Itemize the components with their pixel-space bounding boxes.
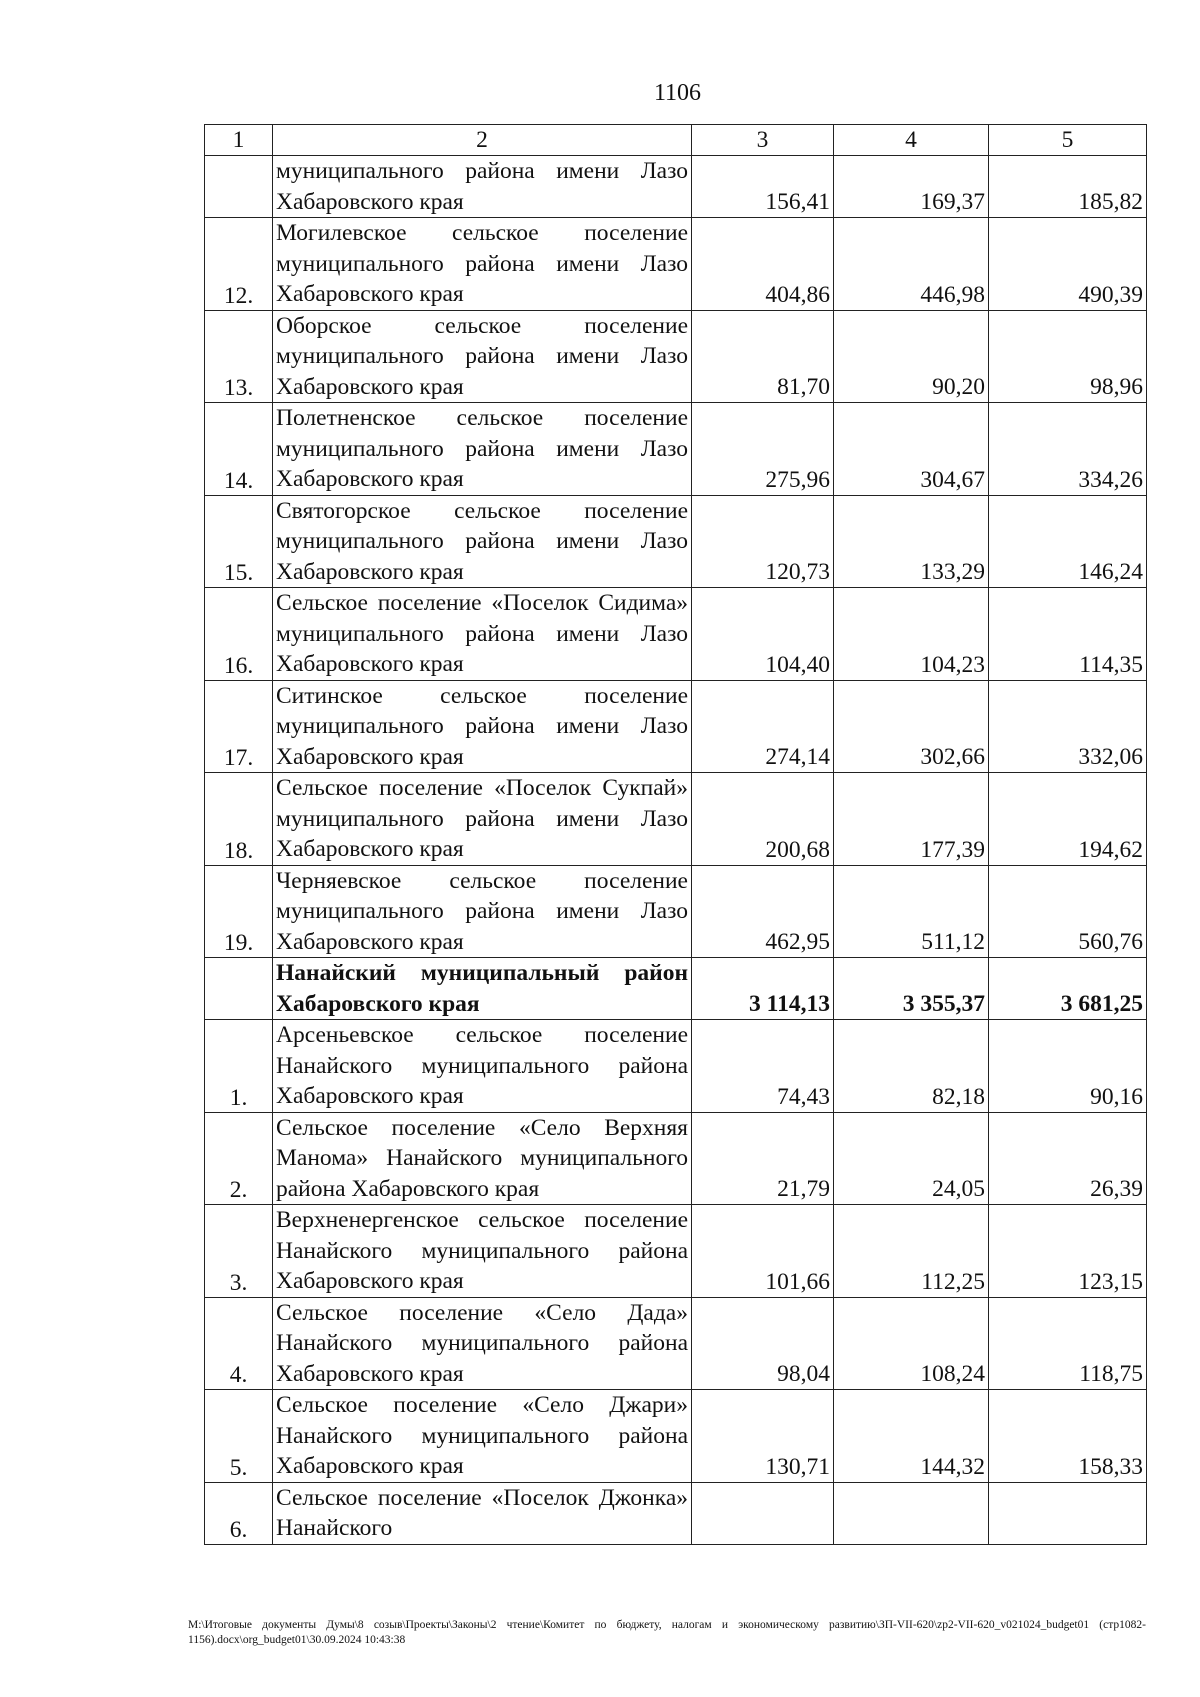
document-path-footer: M:\Итоговые документы Думы\8 созыв\Проекты\Законы\2 чтение\Комитет по бюджету, налогам и экономическому развитию\ЗП-VII-620\zp2-VII-620_v021024_budget01 (стр1082-1156).docx\org_budget01\30.09.2024 10:43:38: [188, 1619, 1146, 1646]
value-cell-col4: 112,25: [834, 1205, 989, 1298]
value-cell-col5: 123,15: [989, 1205, 1147, 1298]
page-number: 1106: [653, 80, 702, 106]
table-row: [205, 218, 1147, 311]
table-row: [205, 773, 1147, 866]
settlement-name-cell: Верхненергенское сельское поселение Нанайского муниципального района Хабаровского края: [273, 1205, 692, 1298]
table-row: [205, 865, 1147, 958]
table-row: [205, 156, 1147, 218]
table-row: [205, 588, 1147, 681]
row-number-cell: [205, 958, 273, 1020]
column-header: 4: [834, 125, 989, 156]
row-number-cell: 12.: [205, 218, 273, 311]
table-row: [205, 1297, 1147, 1390]
row-number-cell: 19.: [205, 865, 273, 958]
row-number-cell: 6.: [205, 1482, 273, 1544]
value-cell-col3: 130,71: [692, 1390, 834, 1483]
settlement-name-cell: Сельское поселение «Поселок Сидима» муниципального района имени Лазо Хабаровского края: [273, 588, 692, 681]
table-row: [205, 680, 1147, 773]
value-cell-col4: 104,23: [834, 588, 989, 681]
value-cell-col3: 21,79: [692, 1112, 834, 1205]
row-number-cell: 16.: [205, 588, 273, 681]
column-header: 5: [989, 125, 1147, 156]
row-number-cell: 13.: [205, 310, 273, 403]
settlement-name-cell: Сельское поселение «Село Джари» Нанайского муниципального района Хабаровского края: [273, 1390, 692, 1483]
value-cell-col5: 560,76: [989, 865, 1147, 958]
row-number-cell: 5.: [205, 1390, 273, 1483]
row-number-cell: 2.: [205, 1112, 273, 1205]
value-cell-col3: 74,43: [692, 1020, 834, 1113]
settlement-name-cell: Арсеньевское сельское поселение Нанайского муниципального района Хабаровского края: [273, 1020, 692, 1113]
row-number-cell: 18.: [205, 773, 273, 866]
value-cell-col4: 144,32: [834, 1390, 989, 1483]
value-cell-col3: 274,14: [692, 680, 834, 773]
table-row: [205, 310, 1147, 403]
table-row: [205, 1020, 1147, 1113]
table-row: [205, 495, 1147, 588]
value-cell-col4: 90,20: [834, 310, 989, 403]
row-number-cell: [205, 156, 273, 218]
settlement-name-cell: Оборское сельское поселение муниципального района имени Лазо Хабаровского края: [273, 310, 692, 403]
table-row: [205, 1390, 1147, 1483]
settlement-name-cell: Святогорское сельское поселение муниципального района имени Лазо Хабаровского края: [273, 495, 692, 588]
table-row: [205, 403, 1147, 496]
value-cell-col4: 446,98: [834, 218, 989, 311]
value-cell-col5: 146,24: [989, 495, 1147, 588]
value-cell-col3: 3 114,13: [692, 958, 834, 1020]
row-number-cell: 17.: [205, 680, 273, 773]
row-number-cell: 4.: [205, 1297, 273, 1390]
row-number-cell: 15.: [205, 495, 273, 588]
column-header: 1: [205, 125, 273, 156]
value-cell-col3: 404,86: [692, 218, 834, 311]
settlement-name-cell: Нанайский муниципальный район Хабаровского края: [273, 958, 692, 1020]
settlement-name-cell: Сельское поселение «Поселок Сукпай» муниципального района имени Лазо Хабаровского края: [273, 773, 692, 866]
table-row: [205, 1482, 1147, 1544]
value-cell-col4: 133,29: [834, 495, 989, 588]
value-cell-col5: 158,33: [989, 1390, 1147, 1483]
row-number-cell: 14.: [205, 403, 273, 496]
value-cell-col3: 120,73: [692, 495, 834, 588]
value-cell-col4: 511,12: [834, 865, 989, 958]
table-header-row: [205, 125, 1147, 156]
row-number-cell: 1.: [205, 1020, 273, 1113]
value-cell-col4: 24,05: [834, 1112, 989, 1205]
value-cell-col4: 177,39: [834, 773, 989, 866]
column-header: 3: [692, 125, 834, 156]
settlement-name-cell: Сельское поселение «Село Верхняя Манома» Нанайского муниципального района Хабаровского края: [273, 1112, 692, 1205]
value-cell-col5: 185,82: [989, 156, 1147, 218]
table-row: [205, 1205, 1147, 1298]
value-cell-col3: 200,68: [692, 773, 834, 866]
value-cell-col4: 304,67: [834, 403, 989, 496]
table-row: [205, 1112, 1147, 1205]
row-number-cell: 3.: [205, 1205, 273, 1298]
value-cell-col5: 332,06: [989, 680, 1147, 773]
value-cell-col3: 462,95: [692, 865, 834, 958]
value-cell-col3: 98,04: [692, 1297, 834, 1390]
value-cell-col4: 169,37: [834, 156, 989, 218]
value-cell-col4: 108,24: [834, 1297, 989, 1390]
value-cell-col4: 3 355,37: [834, 958, 989, 1020]
value-cell-col3: 156,41: [692, 156, 834, 218]
settlement-name-cell: Могилевское сельское поселение муниципального района имени Лазо Хабаровского края: [273, 218, 692, 311]
value-cell-col5: 194,62: [989, 773, 1147, 866]
settlement-name-cell: Сельское поселение «Село Дада» Нанайского муниципального района Хабаровского края: [273, 1297, 692, 1390]
value-cell-col5: 490,39: [989, 218, 1147, 311]
settlement-name-cell: Полетненское сельское поселение муниципального района имени Лазо Хабаровского края: [273, 403, 692, 496]
value-cell-col5: 90,16: [989, 1020, 1147, 1113]
settlement-name-cell: Черняевское сельское поселение муниципального района имени Лазо Хабаровского края: [273, 865, 692, 958]
value-cell-col3: 104,40: [692, 588, 834, 681]
value-cell-col4: [834, 1482, 989, 1544]
value-cell-col5: [989, 1482, 1147, 1544]
value-cell-col5: 26,39: [989, 1112, 1147, 1205]
value-cell-col4: 82,18: [834, 1020, 989, 1113]
settlement-name-cell: муниципального района имени Лазо Хабаровского края: [273, 156, 692, 218]
value-cell-col5: 118,75: [989, 1297, 1147, 1390]
value-cell-col5: 98,96: [989, 310, 1147, 403]
value-cell-col3: 275,96: [692, 403, 834, 496]
value-cell-col5: 3 681,25: [989, 958, 1147, 1020]
settlement-name-cell: Ситинское сельское поселение муниципального района имени Лазо Хабаровского края: [273, 680, 692, 773]
table-row: [205, 958, 1147, 1020]
value-cell-col3: [692, 1482, 834, 1544]
value-cell-col3: 81,70: [692, 310, 834, 403]
value-cell-col5: 334,26: [989, 403, 1147, 496]
value-cell-col3: 101,66: [692, 1205, 834, 1298]
budget-table: [204, 124, 1147, 1545]
value-cell-col4: 302,66: [834, 680, 989, 773]
value-cell-col5: 114,35: [989, 588, 1147, 681]
settlement-name-cell: Сельское поселение «Поселок Джонка» Нанайского: [273, 1482, 692, 1544]
column-header: 2: [273, 125, 692, 156]
